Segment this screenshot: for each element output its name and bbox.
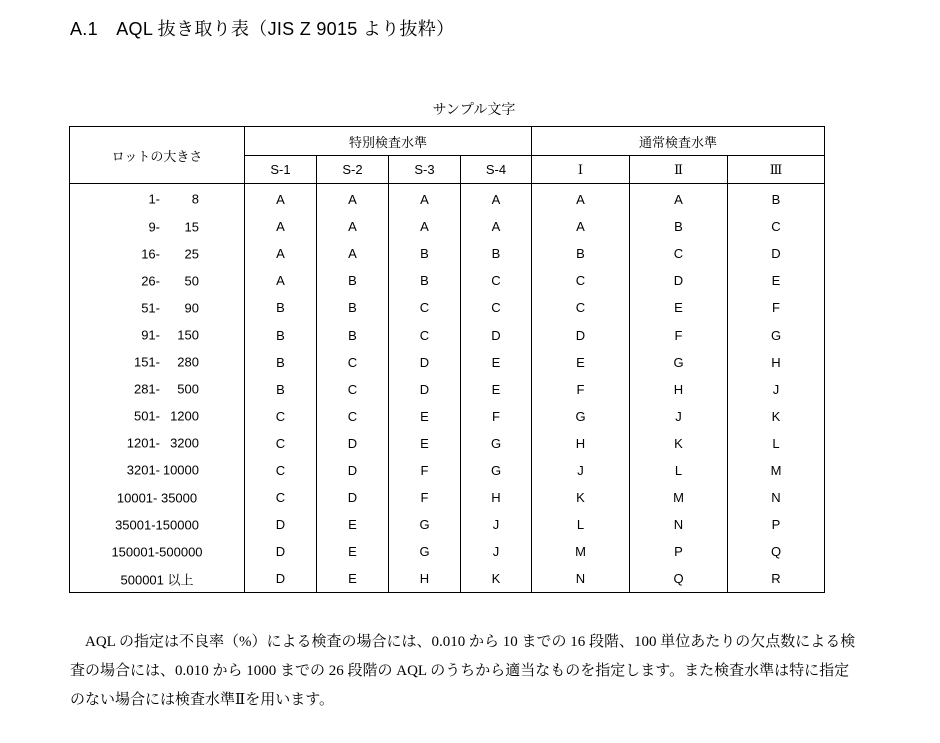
lot-size-to: 500 bbox=[177, 381, 199, 397]
sample-code-cell: D bbox=[532, 321, 630, 348]
sample-code-cell: D bbox=[461, 321, 532, 348]
lot-size-to: 50 bbox=[184, 273, 199, 289]
sample-code-cell: C bbox=[317, 403, 389, 430]
sample-code-cell: L bbox=[630, 457, 728, 484]
lot-size-cell bbox=[70, 403, 245, 430]
table-caption: サンプル文字 bbox=[432, 101, 516, 117]
sample-code-cell: G bbox=[389, 511, 461, 538]
lot-size-to: 3200 bbox=[170, 435, 199, 451]
lot-size-from: 1- bbox=[148, 191, 160, 207]
lot-size-from: 26- bbox=[141, 273, 160, 289]
sample-code-cell: B bbox=[771, 192, 781, 208]
sample-code-cell: A bbox=[245, 213, 317, 240]
sample-code-cell: E bbox=[532, 349, 630, 376]
sample-code-cell: R bbox=[771, 571, 781, 587]
sample-code-cell: N bbox=[630, 511, 728, 538]
sample-code-cell: B bbox=[245, 376, 317, 403]
sample-code-cell: D bbox=[389, 376, 461, 403]
lot-size-from: 1201- bbox=[126, 435, 160, 451]
sample-code-cell: D bbox=[245, 538, 317, 565]
lot-size-from: 16- bbox=[141, 246, 160, 262]
sample-code-cell: F bbox=[532, 376, 630, 403]
sample-code-cell: B bbox=[317, 267, 389, 294]
sample-code-cell: E bbox=[317, 511, 389, 538]
sample-code-cell: H bbox=[771, 354, 781, 370]
table-row bbox=[70, 430, 825, 457]
lot-size-cell bbox=[70, 511, 245, 538]
sample-code-cell: E bbox=[771, 273, 781, 289]
sample-code-cell: A bbox=[532, 213, 630, 240]
sample-code-cell: A bbox=[461, 184, 532, 214]
column-header-s4: S-4 bbox=[461, 156, 532, 184]
sample-code-cell: F bbox=[630, 321, 728, 348]
sample-code-cell: Q bbox=[770, 544, 782, 560]
aql-table bbox=[69, 126, 825, 593]
lot-size-to: 280 bbox=[177, 354, 199, 370]
lot-size-to: 150 bbox=[177, 327, 199, 343]
sample-code-cell: A bbox=[245, 267, 317, 294]
sample-code-cell: B bbox=[461, 240, 532, 267]
sample-code-cell: K bbox=[532, 484, 630, 511]
lot-size-from: 3201- bbox=[126, 462, 160, 478]
sample-code-cell: D bbox=[317, 484, 389, 511]
sample-code-cell: E bbox=[461, 349, 532, 376]
sample-code-cell: A bbox=[317, 184, 389, 214]
sample-code-cell: J bbox=[532, 457, 630, 484]
sample-code-cell: B bbox=[317, 321, 389, 348]
sample-code-cell: G bbox=[389, 538, 461, 565]
sample-code-cell: M bbox=[532, 538, 630, 565]
table-row bbox=[70, 538, 825, 565]
table-row bbox=[70, 403, 825, 430]
sample-code-cell: D bbox=[317, 457, 389, 484]
table-row bbox=[70, 240, 825, 267]
sample-code-cell: J bbox=[630, 403, 728, 430]
lot-size-cell bbox=[70, 213, 245, 240]
sample-code-cell: G bbox=[461, 457, 532, 484]
page-title: A.1 AQL 抜き取り表（JIS Z 9015 より抜粋） bbox=[70, 19, 455, 39]
lot-size-cell bbox=[70, 457, 245, 484]
sample-code-cell: F bbox=[461, 403, 532, 430]
sample-code-cell: P bbox=[630, 538, 728, 565]
sample-code-cell: C bbox=[389, 321, 461, 348]
table-row bbox=[70, 511, 825, 538]
column-header-level-3: Ⅲ bbox=[769, 161, 783, 177]
sample-code-cell: F bbox=[389, 457, 461, 484]
sample-code-cell: C bbox=[630, 240, 728, 267]
sample-code-cell: K bbox=[771, 408, 781, 424]
sample-code-cell: D bbox=[245, 565, 317, 593]
sample-code-cell: C bbox=[461, 267, 532, 294]
sample-code-cell: J bbox=[461, 538, 532, 565]
sample-code-cell: G bbox=[532, 403, 630, 430]
lot-size-range: 500001 以上 bbox=[120, 572, 194, 588]
aql-table-body bbox=[70, 184, 825, 593]
lot-size-range: 35001-150000 bbox=[115, 517, 199, 533]
sample-code-cell: L bbox=[532, 511, 630, 538]
sample-code-cell: B bbox=[245, 294, 317, 321]
sample-code-cell: H bbox=[532, 430, 630, 457]
lot-size-to: 1200 bbox=[170, 408, 199, 424]
table-row bbox=[70, 184, 825, 214]
sample-code-cell: C bbox=[389, 294, 461, 321]
sample-code-cell: E bbox=[461, 376, 532, 403]
lot-size-header: ロットの大きさ bbox=[70, 127, 245, 184]
sample-code-cell: A bbox=[245, 240, 317, 267]
sample-code-cell: B bbox=[389, 267, 461, 294]
lot-size-cell bbox=[70, 430, 245, 457]
sample-code-cell: M bbox=[630, 484, 728, 511]
sample-code-cell: L bbox=[772, 435, 780, 451]
sample-code-cell: H bbox=[630, 376, 728, 403]
sample-code-cell: J bbox=[772, 381, 780, 397]
lot-size-to: 90 bbox=[184, 300, 199, 316]
sample-code-cell: C bbox=[245, 430, 317, 457]
sample-code-cell: A bbox=[317, 213, 389, 240]
sample-code-cell: N bbox=[532, 565, 630, 593]
sample-code-cell: D bbox=[245, 511, 317, 538]
sample-code-cell: E bbox=[389, 403, 461, 430]
lot-size-cell bbox=[70, 565, 245, 593]
table-row bbox=[70, 484, 825, 511]
sample-code-cell: M bbox=[770, 462, 782, 478]
sample-code-cell: J bbox=[461, 511, 532, 538]
table-row bbox=[70, 457, 825, 484]
sample-code-cell: A bbox=[389, 184, 461, 214]
sample-code-cell: G bbox=[770, 327, 782, 343]
sample-code-cell: K bbox=[461, 565, 532, 593]
sample-code-cell: C bbox=[532, 267, 630, 294]
lot-size-cell bbox=[70, 376, 245, 403]
sample-code-cell: C bbox=[245, 484, 317, 511]
sample-code-cell: C bbox=[532, 294, 630, 321]
sample-code-cell: E bbox=[389, 430, 461, 457]
lot-size-from: 151- bbox=[133, 354, 160, 370]
column-header-s2: S-2 bbox=[317, 156, 389, 184]
sample-code-cell: K bbox=[630, 430, 728, 457]
sample-code-cell: P bbox=[771, 517, 781, 533]
sample-code-cell: B bbox=[532, 240, 630, 267]
lot-size-to: 25 bbox=[184, 246, 199, 262]
sample-code-cell: D bbox=[630, 267, 728, 294]
sample-code-cell: B bbox=[245, 349, 317, 376]
table-row bbox=[70, 213, 825, 240]
sample-code-cell: A bbox=[245, 184, 317, 214]
sample-code-cell: E bbox=[317, 538, 389, 565]
sample-code-cell: Q bbox=[630, 565, 728, 593]
lot-size-range: 150001-500000 bbox=[111, 544, 203, 560]
lot-size-to: 10000 bbox=[162, 462, 199, 478]
sample-code-cell: E bbox=[630, 294, 728, 321]
sample-code-cell: N bbox=[771, 490, 781, 506]
sample-code-cell: D bbox=[317, 430, 389, 457]
sample-code-cell: H bbox=[461, 484, 532, 511]
lot-size-to: 15 bbox=[184, 219, 199, 235]
sample-code-cell: A bbox=[389, 213, 461, 240]
sample-code-cell: A bbox=[630, 184, 728, 214]
table-row bbox=[70, 376, 825, 403]
sample-code-cell: E bbox=[317, 565, 389, 593]
lot-size-cell bbox=[70, 538, 245, 565]
explanatory-note bbox=[70, 628, 860, 715]
lot-size-cell bbox=[70, 240, 245, 267]
lot-size-from: 501- bbox=[133, 408, 160, 424]
sample-code-cell: B bbox=[389, 240, 461, 267]
sample-code-cell: C bbox=[461, 294, 532, 321]
sample-code-cell: F bbox=[389, 484, 461, 511]
sample-code-cell: H bbox=[389, 565, 461, 593]
sample-code-cell: F bbox=[772, 300, 780, 316]
lot-size-from: 281- bbox=[133, 381, 160, 397]
column-header-level-2: Ⅱ bbox=[630, 156, 728, 184]
normal-inspection-level-header: 通常検査水準 bbox=[532, 127, 825, 156]
column-header-s1: S-1 bbox=[245, 156, 317, 184]
lot-size-cell bbox=[70, 321, 245, 348]
sample-code-cell: B bbox=[630, 213, 728, 240]
lot-size-range: 10001- 35000 bbox=[116, 490, 198, 506]
column-header-level-1: Ⅰ bbox=[532, 156, 630, 184]
sample-code-cell: B bbox=[245, 321, 317, 348]
sample-code-cell: A bbox=[317, 240, 389, 267]
table-row bbox=[70, 349, 825, 376]
special-inspection-level-header: 特別検査水準 bbox=[245, 127, 532, 156]
lot-size-cell bbox=[70, 184, 245, 214]
sample-code-cell: C bbox=[245, 403, 317, 430]
lot-size-from: 91- bbox=[141, 327, 160, 343]
lot-size-cell bbox=[70, 267, 245, 294]
sample-code-cell: G bbox=[630, 349, 728, 376]
sample-code-cell: A bbox=[461, 213, 532, 240]
note-paragraph: AQL の指定は不良率（%）による検査の場合には、0.010 から 10 までの 16 段階、100 単位あたりの欠点数による検査の場合には、0.010 から 1000 までの 26 段階の AQL のうちから適当なものを指定します。また検査水準は特に指定のない場合には検査水準Ⅱを用います。 bbox=[70, 634, 856, 708]
table-row bbox=[70, 267, 825, 294]
lot-size-cell bbox=[70, 349, 245, 376]
sample-code-cell: D bbox=[389, 349, 461, 376]
sample-code-cell: C bbox=[317, 376, 389, 403]
lot-size-from: 9- bbox=[148, 219, 160, 235]
lot-size-from: 51- bbox=[141, 300, 160, 316]
table-row bbox=[70, 294, 825, 321]
lot-size-cell bbox=[70, 294, 245, 321]
sample-code-cell: D bbox=[771, 246, 781, 262]
sample-code-cell: A bbox=[532, 184, 630, 214]
sample-code-cell: C bbox=[245, 457, 317, 484]
sample-code-cell: G bbox=[461, 430, 532, 457]
column-header-s3: S-3 bbox=[389, 156, 461, 184]
table-row bbox=[70, 565, 825, 593]
lot-size-cell bbox=[70, 484, 245, 511]
sample-code-cell: B bbox=[317, 294, 389, 321]
sample-code-cell: C bbox=[317, 349, 389, 376]
table-row bbox=[70, 321, 825, 348]
sample-code-cell: C bbox=[771, 219, 781, 235]
lot-size-to: 8 bbox=[191, 191, 199, 207]
